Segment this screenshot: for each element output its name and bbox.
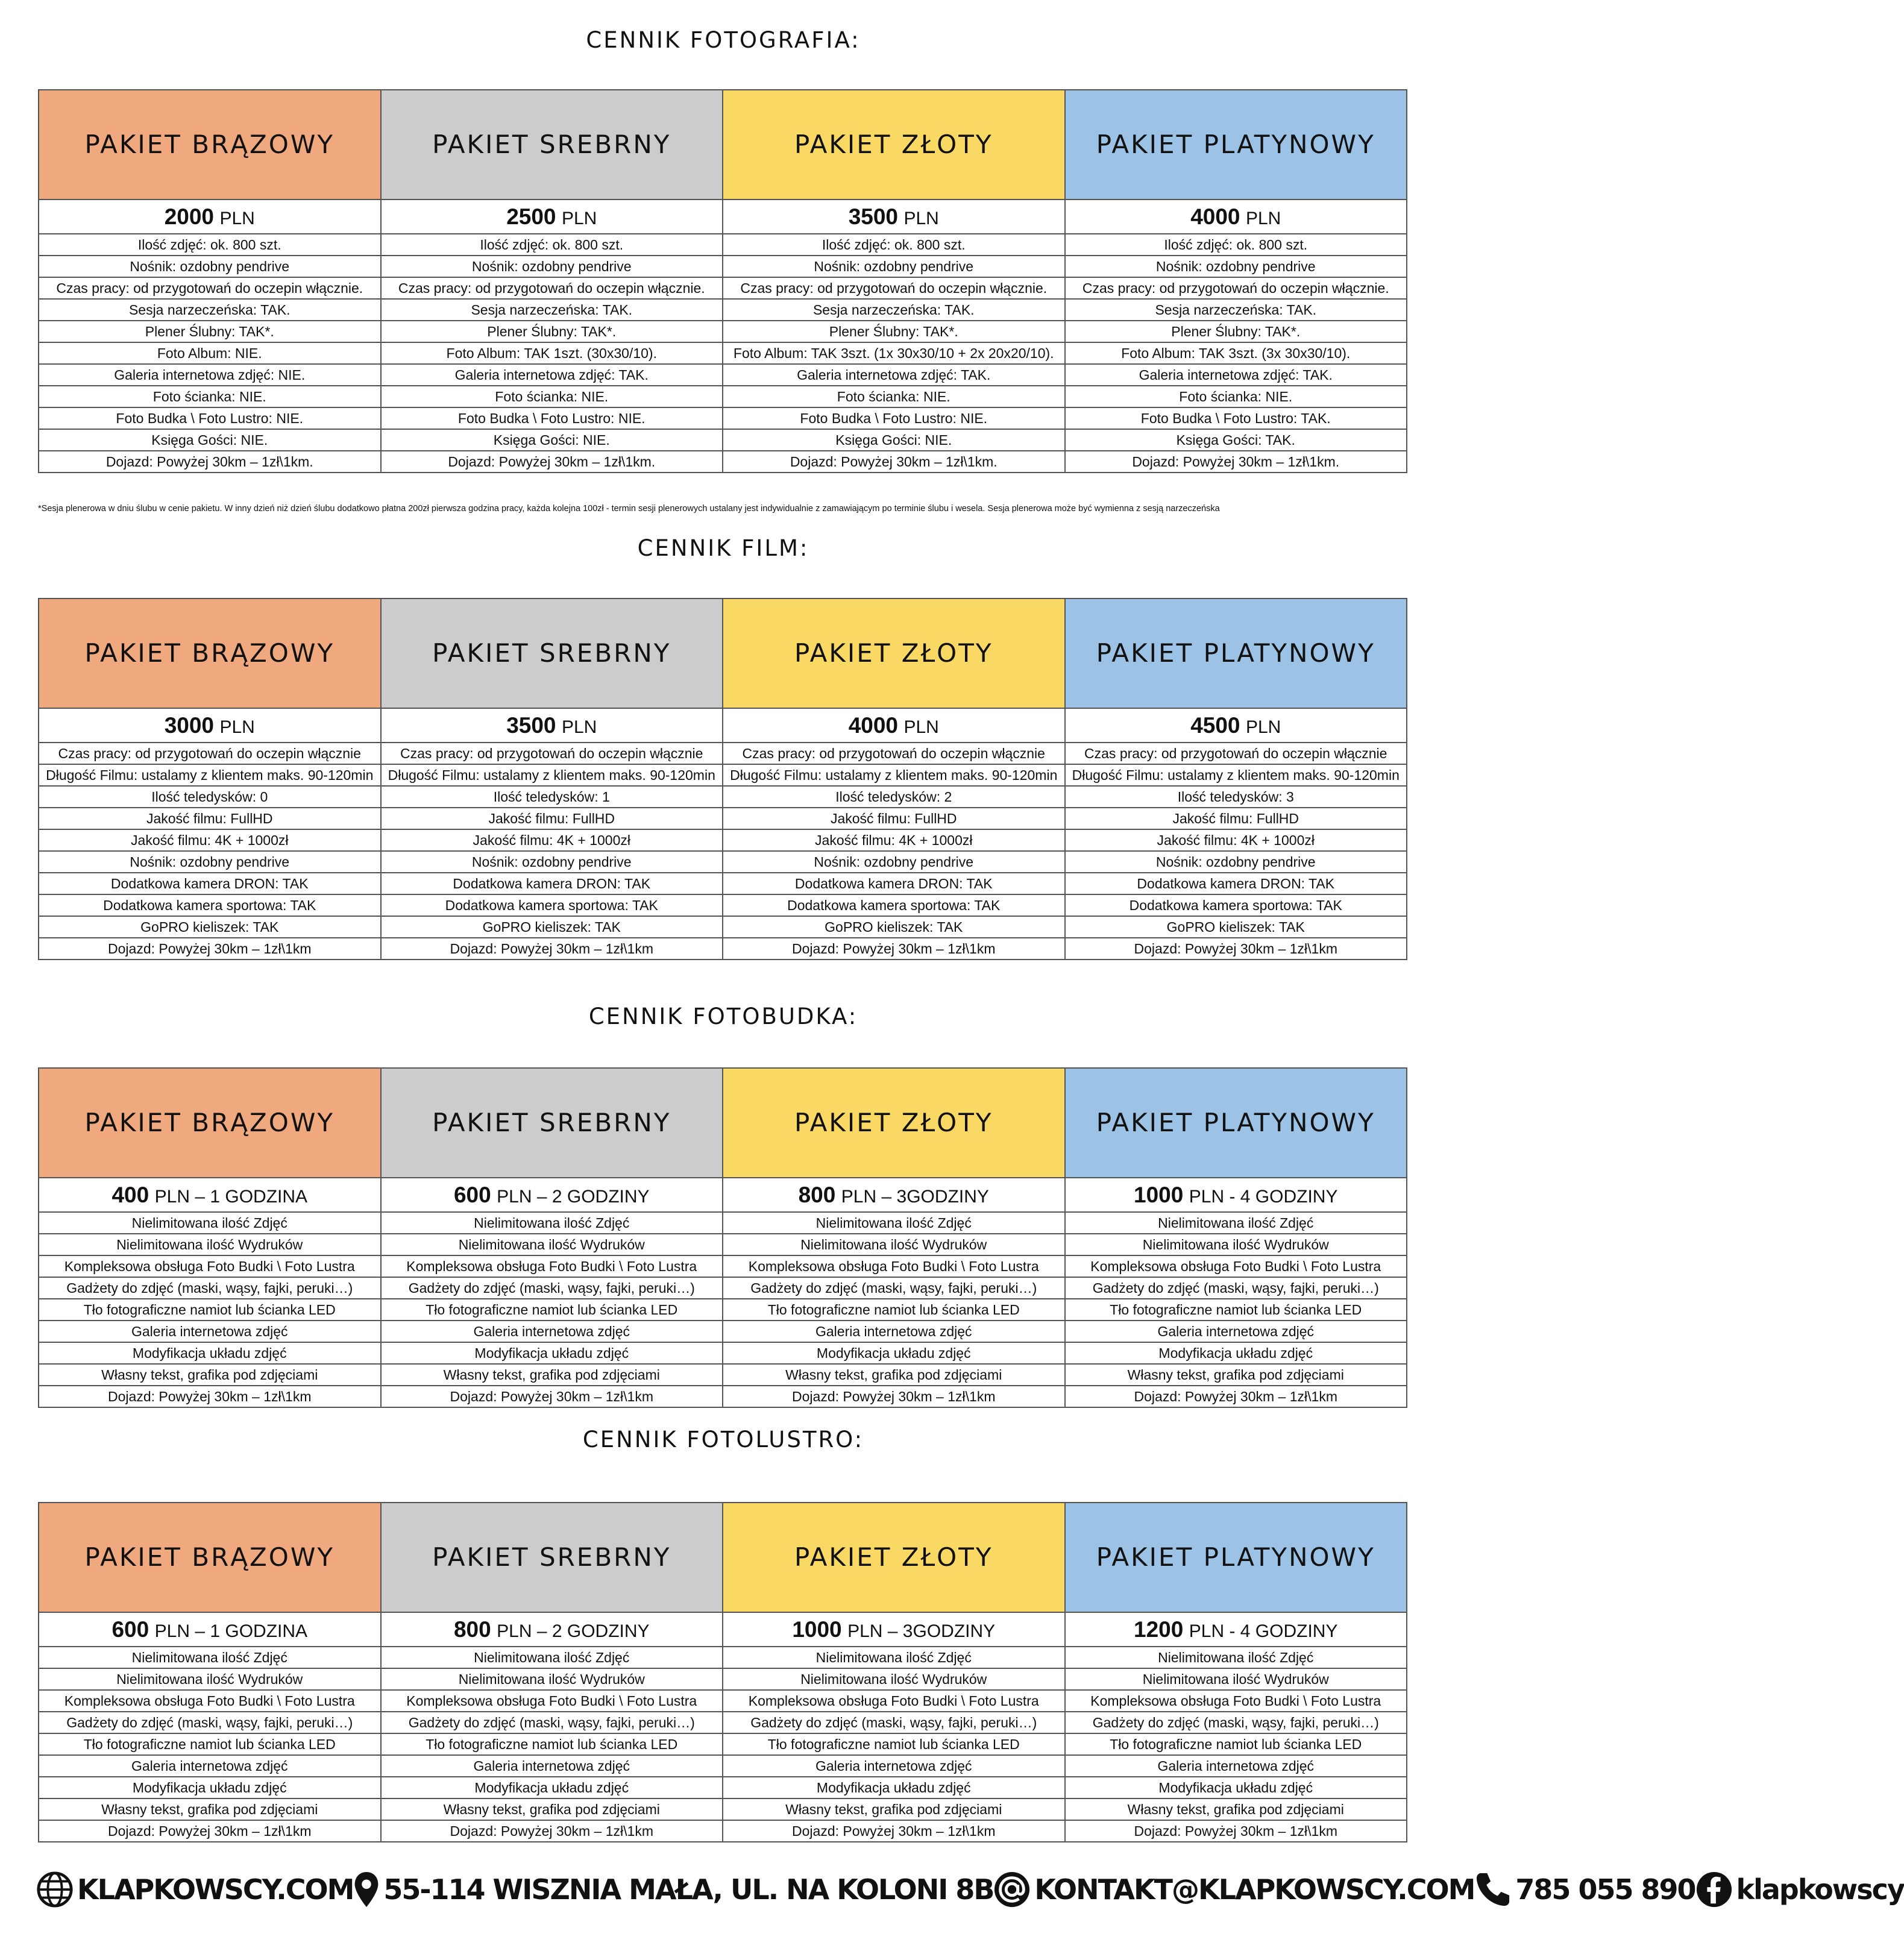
price-unit: PLN - 4 GODZINY [1189,1187,1338,1207]
feature-cell: Nośnik: ozdobny pendrive [381,256,723,277]
footer-website[interactable] [36,1871,353,1908]
table-row [39,1321,1407,1342]
feature-cell: Jakość filmu: FullHD [381,808,723,829]
feature-cell: Foto ścianka: NIE. [381,386,723,407]
feature-cell: Długość Filmu: ustalamy z klientem maks. 90-120min [39,764,381,786]
package-header-gold: PAKIET ZŁOTY [723,1068,1065,1178]
table-row [39,407,1407,429]
price-table-fotobudka [38,1067,1407,1408]
price-amount: 4000 [848,713,898,738]
price-cell-bronze [39,1178,381,1212]
price-cell-bronze [39,199,381,234]
price-unit: PLN – 1 GODZINA [154,1187,308,1207]
feature-cell: Jakość filmu: FullHD [39,808,381,829]
package-header-platinum: PAKIET PLATYNOWY [1065,598,1407,708]
feature-cell: Foto Budka \ Foto Lustro: NIE. [723,407,1065,429]
feature-cell: Galeria internetowa zdjęć [723,1755,1065,1777]
feature-cell: Nielimitowana ilość Wydruków [381,1668,723,1690]
price-amount: 1000 [1134,1183,1184,1207]
feature-cell: Gadżety do zdjęć (maski, wąsy, fajki, peruki…) [381,1277,723,1299]
feature-cell: Plener Ślubny: TAK*. [723,321,1065,342]
table-row [39,808,1407,829]
feature-cell: Kompleksowa obsługa Foto Budki \ Foto Lustra [39,1690,381,1712]
price-unit: PLN [903,209,939,228]
table-row [39,386,1407,407]
feature-cell: Nielimitowana ilość Zdjęć [723,1212,1065,1234]
feature-cell: Modyfikacja układu zdjęć [381,1777,723,1798]
footnote: *Sesja plenerowa w dniu ślubu w cenie pakietu. W inny dzień niż dzień ślubu dodatkowo płatna 200zł pierwsza godzina pracy, każda kolejna 100zł - termin sesji plenerowych ustalany jest indywidualnie z zamawiającym po terminie ślubu i wesela. Sesja plenerowa może być wymienna z sesją narzeczeńska [38,504,1220,514]
price-amount: 3500 [848,204,898,229]
feature-cell: Sesja narzeczeńska: TAK. [723,299,1065,321]
feature-cell: Foto Budka \ Foto Lustro: NIE. [381,407,723,429]
feature-cell: Ilość zdjęć: ok. 800 szt. [1065,234,1407,256]
price-amount: 2000 [164,204,214,229]
feature-cell: Tło fotograficzne namiot lub ścianka LED [381,1299,723,1321]
footer-website-text: KLAPKOWSCY.COM [77,1873,354,1906]
feature-cell: Dojazd: Powyżej 30km – 1zł\1km [723,1386,1065,1407]
feature-cell: Foto ścianka: NIE. [39,386,381,407]
package-header-row [39,1503,1407,1612]
phone-icon [1474,1871,1512,1908]
feature-cell: Długość Filmu: ustalamy z klientem maks. 90-120min [381,764,723,786]
feature-cell: Ilość teledysków: 2 [723,786,1065,808]
feature-cell: Foto ścianka: NIE. [723,386,1065,407]
feature-cell: Ilość teledysków: 1 [381,786,723,808]
price-amount: 3500 [506,713,556,738]
feature-cell: Nielimitowana ilość Zdjęć [39,1212,381,1234]
feature-cell: Księga Gości: TAK. [1065,429,1407,451]
feature-cell: Galeria internetowa zdjęć [39,1321,381,1342]
feature-cell: Tło fotograficzne namiot lub ścianka LED [723,1299,1065,1321]
feature-cell: Czas pracy: od przygotowań do oczepin włącznie. [1065,277,1407,299]
feature-cell: Księga Gości: NIE. [39,429,381,451]
package-header-row [39,1068,1407,1178]
feature-cell: Nośnik: ozdobny pendrive [39,256,381,277]
feature-cell: Ilość zdjęć: ok. 800 szt. [723,234,1065,256]
feature-cell: Jakość filmu: 4K + 1000zł [723,829,1065,851]
package-header-bronze: PAKIET BRĄZOWY [39,1068,381,1178]
feature-cell: Foto Album: TAK 1szt. (30x30/10). [381,342,723,364]
feature-cell: Modyfikacja układu zdjęć [381,1342,723,1364]
price-cell-platinum [1065,1612,1407,1647]
feature-cell: Własny tekst, grafika pod zdjęciami [723,1364,1065,1386]
feature-cell: Nielimitowana ilość Wydruków [381,1234,723,1255]
table-row [39,1386,1407,1407]
feature-cell: Dojazd: Powyżej 30km – 1zł\1km. [723,451,1065,473]
feature-cell: Galeria internetowa zdjęć [1065,1755,1407,1777]
footer-email-text: KONTAKT@KLAPKOWSCY.COM [1034,1873,1475,1906]
feature-cell: Modyfikacja układu zdjęć [723,1777,1065,1798]
feature-cell: Tło fotograficzne namiot lub ścianka LED [39,1733,381,1755]
price-row [39,1612,1407,1647]
footer-email[interactable] [993,1871,1474,1908]
package-header-platinum: PAKIET PLATYNOWY [1065,1503,1407,1612]
table-row [39,321,1407,342]
footer-facebook-text: klapkowscy [1736,1873,1904,1906]
feature-cell: Galeria internetowa zdjęć [1065,1321,1407,1342]
feature-cell: Galeria internetowa zdjęć [381,1321,723,1342]
table-row [39,1777,1407,1798]
price-row [39,708,1407,743]
feature-cell: Tło fotograficzne namiot lub ścianka LED [723,1733,1065,1755]
feature-cell: Kompleksowa obsługa Foto Budki \ Foto Lustra [381,1255,723,1277]
feature-cell: Ilość teledysków: 3 [1065,786,1407,808]
feature-cell: Nośnik: ozdobny pendrive [1065,256,1407,277]
footer-phone[interactable] [1474,1871,1695,1908]
package-header-gold: PAKIET ZŁOTY [723,1503,1065,1612]
feature-cell: Nielimitowana ilość Zdjęć [381,1212,723,1234]
feature-cell: Czas pracy: od przygotowań do oczepin włącznie. [723,277,1065,299]
feature-cell: Nielimitowana ilość Zdjęć [1065,1647,1407,1668]
feature-cell: Galeria internetowa zdjęć [723,1321,1065,1342]
feature-cell: Nielimitowana ilość Zdjęć [1065,1212,1407,1234]
feature-cell: Plener Ślubny: TAK*. [39,321,381,342]
package-header-bronze: PAKIET BRĄZOWY [39,90,381,199]
feature-cell: Nielimitowana ilość Wydruków [39,1234,381,1255]
feature-cell: Własny tekst, grafika pod zdjęciami [381,1364,723,1386]
price-cell-platinum [1065,199,1407,234]
feature-cell: Własny tekst, grafika pod zdjęciami [1065,1798,1407,1820]
price-cell-silver [381,708,723,743]
price-unit: PLN – 3GODZINY [847,1621,996,1641]
feature-cell: Dojazd: Powyżej 30km – 1zł\1km. [39,451,381,473]
feature-cell: Kompleksowa obsługa Foto Budki \ Foto Lustra [723,1255,1065,1277]
feature-cell: Gadżety do zdjęć (maski, wąsy, fajki, peruki…) [39,1712,381,1733]
feature-cell: Gadżety do zdjęć (maski, wąsy, fajki, peruki…) [723,1277,1065,1299]
feature-cell: Modyfikacja układu zdjęć [1065,1777,1407,1798]
feature-cell: Czas pracy: od przygotowań do oczepin włącznie. [39,277,381,299]
price-row [39,1178,1407,1212]
price-unit: PLN [219,209,255,228]
package-header-silver: PAKIET SREBRNY [381,1503,723,1612]
feature-cell: Dojazd: Powyżej 30km – 1zł\1km. [381,451,723,473]
footer-phone-text: 785 055 890 [1515,1873,1695,1906]
feature-cell: Własny tekst, grafika pod zdjęciami [39,1798,381,1820]
feature-cell: Sesja narzeczeńska: TAK. [381,299,723,321]
feature-cell: GoPRO kieliszek: TAK [381,916,723,938]
contact-footer [36,1862,1904,1917]
feature-cell: Galeria internetowa zdjęć: NIE. [39,364,381,386]
feature-cell: Dojazd: Powyżej 30km – 1zł\1km [381,1386,723,1407]
table-row [39,277,1407,299]
feature-cell: Sesja narzeczeńska: TAK. [39,299,381,321]
feature-cell: Kompleksowa obsługa Foto Budki \ Foto Lustra [381,1690,723,1712]
footer-address [353,1871,993,1908]
footer-facebook[interactable] [1695,1871,1904,1908]
table-row [39,1212,1407,1234]
price-amount: 4000 [1190,204,1240,229]
section-title-fotobudka: CENNIK FOTOBUDKA: [588,1004,858,1029]
price-unit: PLN [561,209,597,228]
feature-cell: Galeria internetowa zdjęć [39,1755,381,1777]
price-amount: 600 [112,1617,149,1642]
feature-cell: Nielimitowana ilość Zdjęć [723,1647,1065,1668]
table-row [39,1712,1407,1733]
price-cell-silver [381,1612,723,1647]
feature-cell: Sesja narzeczeńska: TAK. [1065,299,1407,321]
table-row [39,1820,1407,1842]
feature-cell: Dojazd: Powyżej 30km – 1zł\1km [381,938,723,960]
feature-cell: Czas pracy: od przygotowań do oczepin włącznie. [381,277,723,299]
feature-cell: Foto Budka \ Foto Lustro: TAK. [1065,407,1407,429]
feature-cell: Foto Album: NIE. [39,342,381,364]
price-amount: 800 [453,1617,491,1642]
feature-cell: Gadżety do zdjęć (maski, wąsy, fajki, peruki…) [39,1277,381,1299]
feature-cell: Dojazd: Powyżej 30km – 1zł\1km [381,1820,723,1842]
price-cell-gold [723,708,1065,743]
feature-cell: Kompleksowa obsługa Foto Budki \ Foto Lustra [39,1255,381,1277]
feature-cell: Własny tekst, grafika pod zdjęciami [1065,1364,1407,1386]
globe-icon [36,1871,74,1908]
section-title-fotografia: CENNIK FOTOGRAFIA: [586,27,861,53]
feature-cell: Nielimitowana ilość Wydruków [723,1234,1065,1255]
table-row [39,743,1407,764]
feature-cell: Modyfikacja układu zdjęć [39,1342,381,1364]
feature-cell: Jakość filmu: 4K + 1000zł [381,829,723,851]
package-header-silver: PAKIET SREBRNY [381,598,723,708]
feature-cell: Foto Album: TAK 3szt. (3x 30x30/10). [1065,342,1407,364]
feature-cell: Galeria internetowa zdjęć: TAK. [1065,364,1407,386]
feature-cell: Dojazd: Powyżej 30km – 1zł\1km [39,1386,381,1407]
feature-cell: Czas pracy: od przygotowań do oczepin włącznie [1065,743,1407,764]
feature-cell: Dodatkowa kamera sportowa: TAK [39,894,381,916]
feature-cell: GoPRO kieliszek: TAK [39,916,381,938]
section-title-film: CENNIK FILM: [637,535,809,561]
facebook-icon [1695,1871,1733,1908]
feature-cell: Dojazd: Powyżej 30km – 1zł\1km [723,938,1065,960]
table-row [39,1277,1407,1299]
feature-cell: Gadżety do zdjęć (maski, wąsy, fajki, peruki…) [1065,1277,1407,1299]
package-header-silver: PAKIET SREBRNY [381,1068,723,1178]
price-amount: 4500 [1190,713,1240,738]
package-header-row [39,90,1407,199]
price-cell-silver [381,199,723,234]
price-cell-silver [381,1178,723,1212]
table-row [39,1690,1407,1712]
feature-cell: Modyfikacja układu zdjęć [1065,1342,1407,1364]
feature-cell: Czas pracy: od przygotowań do oczepin włącznie [381,743,723,764]
feature-cell: Dojazd: Powyżej 30km – 1zł\1km [1065,1386,1407,1407]
package-header-platinum: PAKIET PLATYNOWY [1065,1068,1407,1178]
feature-cell: Kompleksowa obsługa Foto Budki \ Foto Lustra [1065,1255,1407,1277]
package-header-platinum: PAKIET PLATYNOWY [1065,90,1407,199]
feature-cell: Nośnik: ozdobny pendrive [381,851,723,873]
price-unit: PLN [903,717,939,737]
table-row [39,873,1407,894]
feature-cell: Ilość teledysków: 0 [39,786,381,808]
feature-cell: Tło fotograficzne namiot lub ścianka LED [1065,1733,1407,1755]
feature-cell: Nośnik: ozdobny pendrive [723,256,1065,277]
price-unit: PLN [219,717,255,737]
footer-address-text: 55-114 WISZNIA MAŁA, UL. NA KOLONI 8B [383,1873,994,1906]
feature-cell: Foto Album: TAK 3szt. (1x 30x30/10 + 2x 20x20/10). [723,342,1065,364]
feature-cell: Gadżety do zdjęć (maski, wąsy, fajki, peruki…) [381,1712,723,1733]
feature-cell: Galeria internetowa zdjęć [381,1755,723,1777]
feature-cell: Dodatkowa kamera sportowa: TAK [1065,894,1407,916]
feature-cell: Dojazd: Powyżej 30km – 1zł\1km [39,938,381,960]
feature-cell: Dojazd: Powyżej 30km – 1zł\1km [1065,938,1407,960]
package-header-gold: PAKIET ZŁOTY [723,598,1065,708]
price-unit: PLN [1245,209,1281,228]
feature-cell: Foto Budka \ Foto Lustro: NIE. [39,407,381,429]
table-row [39,916,1407,938]
price-cell-gold [723,1612,1065,1647]
feature-cell: Tło fotograficzne namiot lub ścianka LED [39,1299,381,1321]
feature-cell: Czas pracy: od przygotowań do oczepin włącznie [39,743,381,764]
table-row [39,451,1407,473]
feature-cell: Ilość zdjęć: ok. 800 szt. [39,234,381,256]
price-amount: 400 [112,1183,149,1207]
price-unit: PLN [1245,717,1281,737]
table-row [39,342,1407,364]
price-amount: 1000 [792,1617,842,1642]
table-row [39,1668,1407,1690]
feature-cell: Gadżety do zdjęć (maski, wąsy, fajki, peruki…) [1065,1712,1407,1733]
table-row [39,1364,1407,1386]
price-unit: PLN – 2 GODZINY [497,1621,650,1641]
table-row [39,1755,1407,1777]
feature-cell: Ilość zdjęć: ok. 800 szt. [381,234,723,256]
feature-cell: Jakość filmu: FullHD [723,808,1065,829]
feature-cell: Modyfikacja układu zdjęć [39,1777,381,1798]
price-cell-gold [723,1178,1065,1212]
feature-cell: Nielimitowana ilość Wydruków [723,1668,1065,1690]
package-header-bronze: PAKIET BRĄZOWY [39,1503,381,1612]
feature-cell: Nielimitowana ilość Wydruków [1065,1234,1407,1255]
feature-cell: Dodatkowa kamera DRON: TAK [723,873,1065,894]
feature-cell: Galeria internetowa zdjęć: TAK. [723,364,1065,386]
feature-cell: Dojazd: Powyżej 30km – 1zł\1km [1065,1820,1407,1842]
location-pin-icon [353,1871,380,1908]
feature-cell: Tło fotograficzne namiot lub ścianka LED [381,1733,723,1755]
feature-cell: Dodatkowa kamera DRON: TAK [1065,873,1407,894]
feature-cell: Własny tekst, grafika pod zdjęciami [723,1798,1065,1820]
feature-cell: Własny tekst, grafika pod zdjęciami [381,1798,723,1820]
price-unit: PLN – 1 GODZINA [154,1621,308,1641]
table-row [39,1798,1407,1820]
price-amount: 600 [453,1183,491,1207]
price-table-fotolustro [38,1502,1407,1842]
package-header-gold: PAKIET ZŁOTY [723,90,1065,199]
feature-cell: Kompleksowa obsługa Foto Budki \ Foto Lustra [1065,1690,1407,1712]
package-header-silver: PAKIET SREBRNY [381,90,723,199]
feature-cell: Foto ścianka: NIE. [1065,386,1407,407]
feature-cell: Gadżety do zdjęć (maski, wąsy, fajki, peruki…) [723,1712,1065,1733]
table-row [39,938,1407,960]
feature-cell: Nośnik: ozdobny pendrive [39,851,381,873]
price-cell-platinum [1065,708,1407,743]
table-row [39,764,1407,786]
feature-cell: Dojazd: Powyżej 30km – 1zł\1km. [1065,451,1407,473]
table-row [39,364,1407,386]
feature-cell: Własny tekst, grafika pod zdjęciami [39,1364,381,1386]
price-unit: PLN – 2 GODZINY [497,1187,650,1207]
table-row [39,1234,1407,1255]
feature-cell: Nielimitowana ilość Zdjęć [381,1647,723,1668]
price-cell-gold [723,199,1065,234]
feature-cell: Dojazd: Powyżej 30km – 1zł\1km [39,1820,381,1842]
table-row [39,234,1407,256]
feature-cell: Nielimitowana ilość Zdjęć [39,1647,381,1668]
table-row [39,1299,1407,1321]
table-row [39,256,1407,277]
feature-cell: Nielimitowana ilość Wydruków [39,1668,381,1690]
feature-cell: GoPRO kieliszek: TAK [1065,916,1407,938]
section-title-fotolustro: CENNIK FOTOLUSTRO: [582,1427,864,1453]
package-header-bronze: PAKIET BRĄZOWY [39,598,381,708]
feature-cell: Jakość filmu: FullHD [1065,808,1407,829]
table-row [39,829,1407,851]
feature-cell: Tło fotograficzne namiot lub ścianka LED [1065,1299,1407,1321]
feature-cell: Dodatkowa kamera sportowa: TAK [381,894,723,916]
feature-cell: Księga Gości: NIE. [723,429,1065,451]
price-table-film [38,598,1407,960]
feature-cell: Jakość filmu: 4K + 1000zł [1065,829,1407,851]
table-row [39,786,1407,808]
price-amount: 2500 [506,204,556,229]
at-sign-icon [993,1871,1031,1908]
price-amount: 800 [798,1183,836,1207]
feature-cell: Dodatkowa kamera DRON: TAK [39,873,381,894]
table-row [39,1733,1407,1755]
feature-cell: Księga Gości: NIE. [381,429,723,451]
feature-cell: Nielimitowana ilość Wydruków [1065,1668,1407,1690]
feature-cell: Długość Filmu: ustalamy z klientem maks. 90-120min [1065,764,1407,786]
feature-cell: Czas pracy: od przygotowań do oczepin włącznie [723,743,1065,764]
feature-cell: Plener Ślubny: TAK*. [1065,321,1407,342]
feature-cell: Długość Filmu: ustalamy z klientem maks. 90-120min [723,764,1065,786]
table-row [39,851,1407,873]
feature-cell: GoPRO kieliszek: TAK [723,916,1065,938]
price-cell-bronze [39,708,381,743]
price-unit: PLN - 4 GODZINY [1189,1621,1338,1641]
price-row [39,199,1407,234]
package-header-row [39,598,1407,708]
table-row [39,1647,1407,1668]
feature-cell: Dojazd: Powyżej 30km – 1zł\1km [723,1820,1065,1842]
feature-cell: Plener Ślubny: TAK*. [381,321,723,342]
feature-cell: Galeria internetowa zdjęć: TAK. [381,364,723,386]
price-amount: 1200 [1134,1617,1184,1642]
table-row [39,1255,1407,1277]
feature-cell: Nośnik: ozdobny pendrive [1065,851,1407,873]
feature-cell: Dodatkowa kamera sportowa: TAK [723,894,1065,916]
feature-cell: Jakość filmu: 4K + 1000zł [39,829,381,851]
price-table-fotografia [38,89,1407,473]
table-row [39,429,1407,451]
feature-cell: Nośnik: ozdobny pendrive [723,851,1065,873]
price-unit: PLN – 3GODZINY [841,1187,989,1207]
price-amount: 3000 [164,713,214,738]
feature-cell: Dodatkowa kamera DRON: TAK [381,873,723,894]
feature-cell: Kompleksowa obsługa Foto Budki \ Foto Lustra [723,1690,1065,1712]
price-cell-bronze [39,1612,381,1647]
table-row [39,894,1407,916]
price-cell-platinum [1065,1178,1407,1212]
feature-cell: Modyfikacja układu zdjęć [723,1342,1065,1364]
table-row [39,1342,1407,1364]
price-unit: PLN [561,717,597,737]
table-row [39,299,1407,321]
